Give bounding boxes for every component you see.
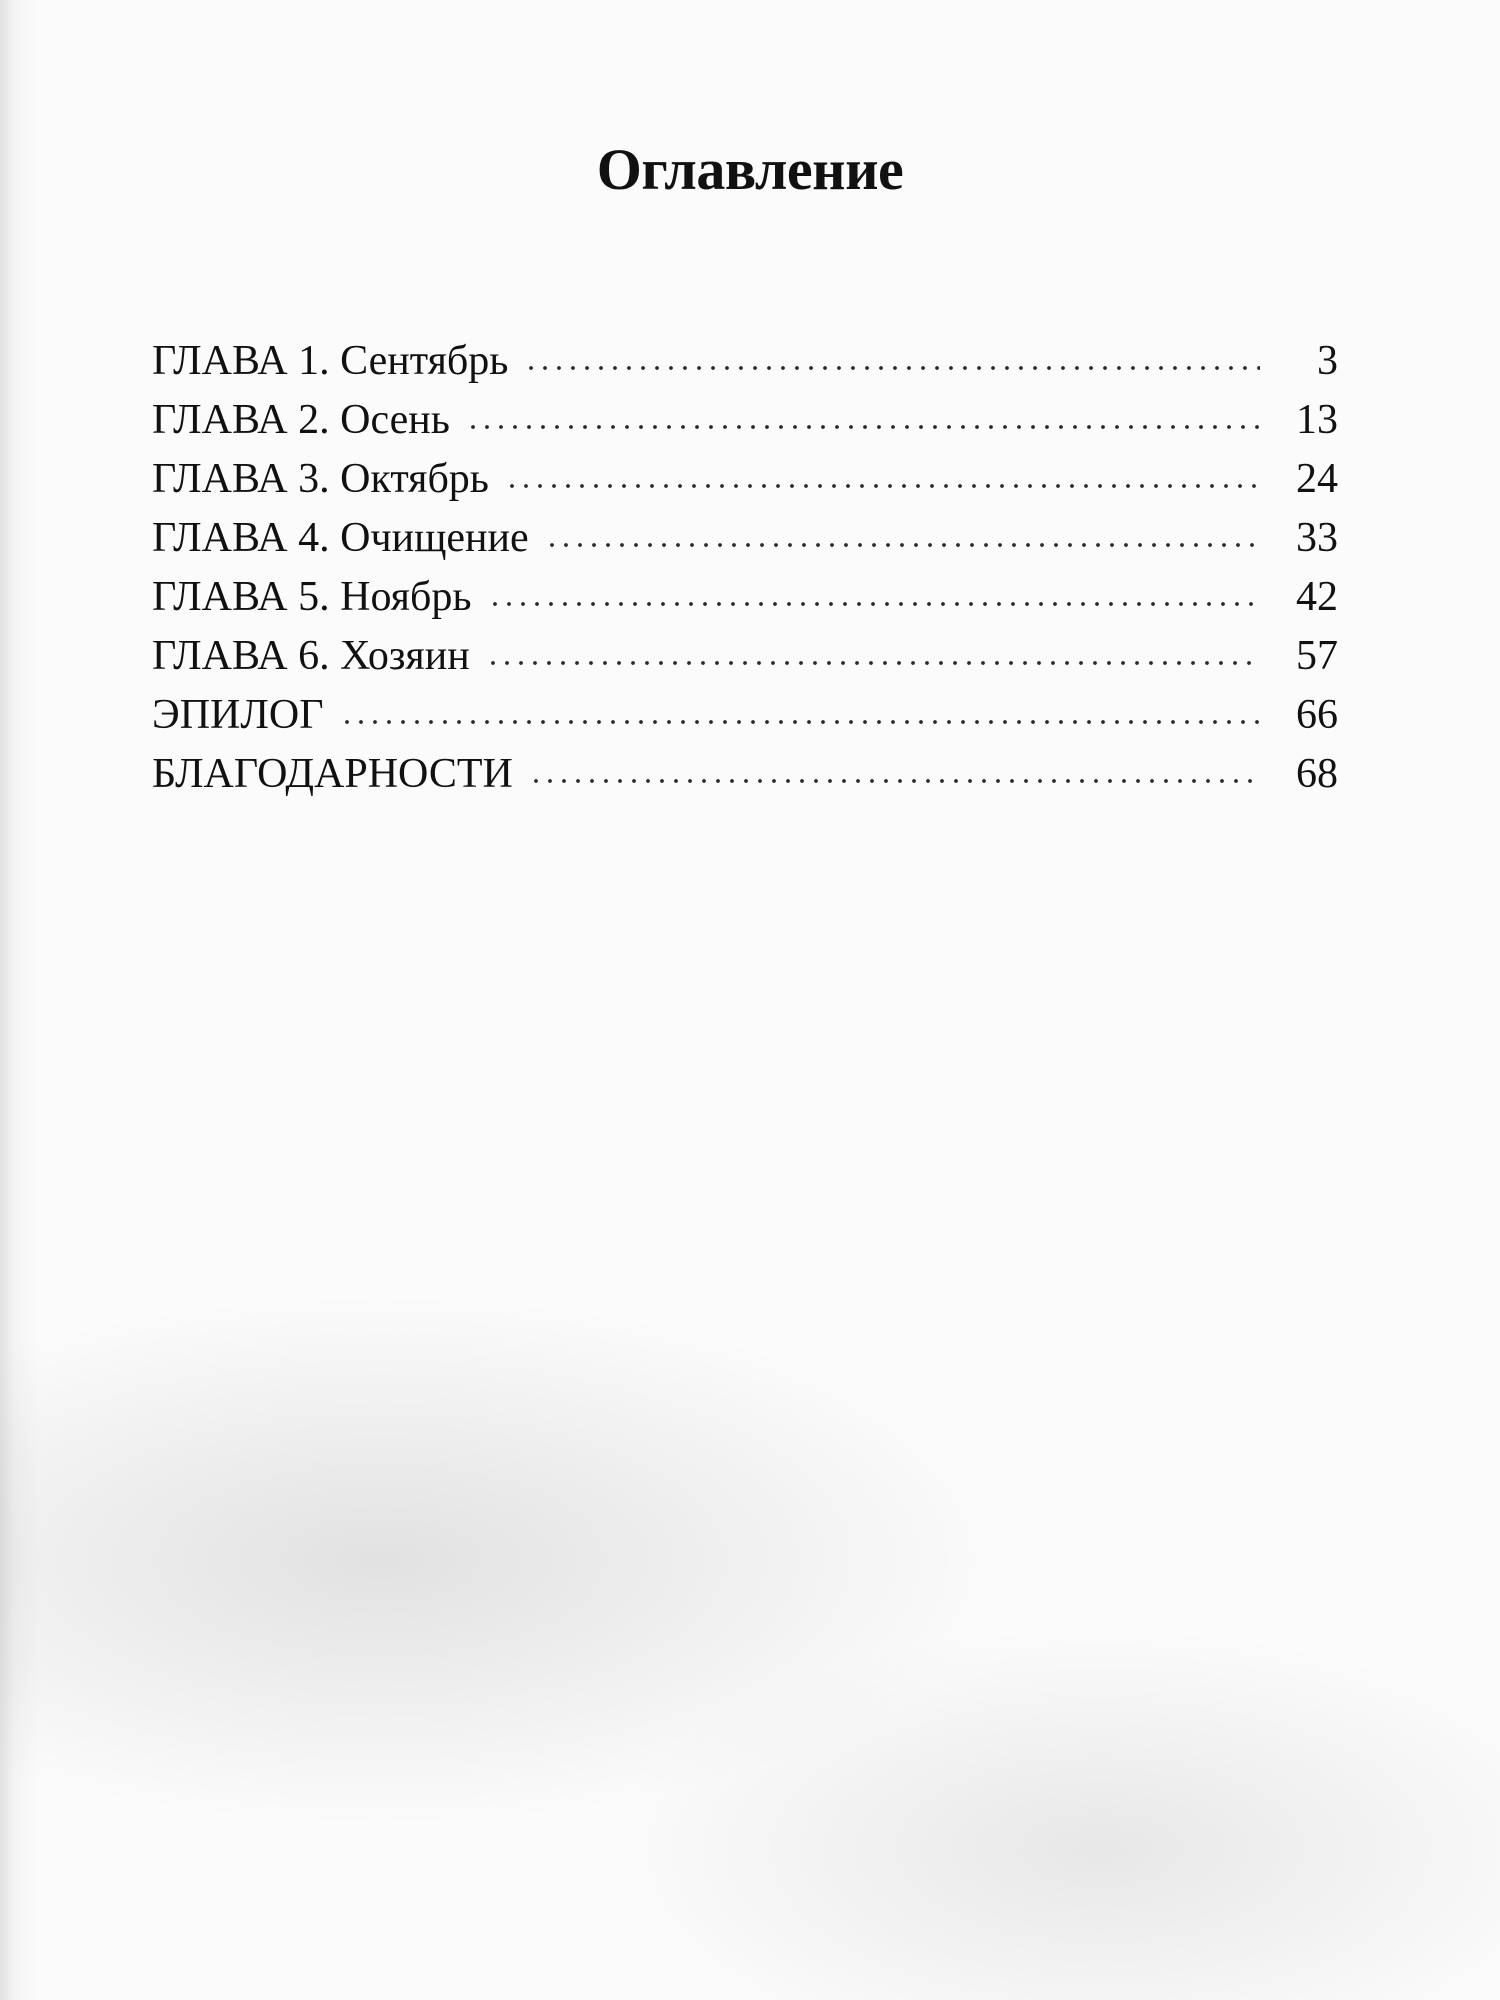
toc-entry-label: ГЛАВА 2. Осень: [152, 397, 450, 443]
toc-entry-page: 24: [1296, 456, 1338, 502]
toc-entry-page: 33: [1296, 515, 1338, 561]
toc-entry: [152, 568, 1338, 627]
toc-entry-label: ГЛАВА 4. Очищение: [152, 515, 529, 561]
toc-entry-page: 66: [1296, 692, 1338, 738]
toc-entry-label: ГЛАВА 5. Ноябрь: [152, 574, 472, 620]
toc-entry: [152, 509, 1338, 568]
toc-entry-page: 3: [1317, 338, 1338, 384]
dot-leader: [466, 423, 1260, 431]
dot-leader: [505, 482, 1260, 490]
dot-leader: [545, 541, 1260, 549]
toc-entry-page: 68: [1296, 751, 1338, 797]
dot-leader: [488, 600, 1260, 608]
dot-leader: [524, 364, 1260, 372]
toc-entry-page: 42: [1296, 574, 1338, 620]
page-title: Оглавление: [596, 137, 904, 202]
toc-entry-label: ГЛАВА 6. Хозяин: [152, 633, 470, 679]
toc-entry-page: 57: [1296, 633, 1338, 679]
dot-leader: [486, 659, 1260, 667]
toc-entry: [152, 391, 1338, 450]
toc-entry: [152, 627, 1338, 686]
toc-entry-page: 13: [1296, 397, 1338, 443]
toc-entry: [152, 745, 1338, 804]
toc-entry: [152, 686, 1338, 745]
toc-entry: [152, 332, 1338, 391]
toc-entry: [152, 450, 1338, 509]
toc-entry-label: ГЛАВА 1. Сентябрь: [152, 338, 509, 384]
dot-leader: [340, 718, 1261, 726]
table-of-contents: [152, 332, 1338, 804]
toc-entry-label: ЭПИЛОГ: [152, 692, 324, 738]
toc-entry-label: ГЛАВА 3. Октябрь: [152, 456, 489, 502]
toc-entry-label: БЛАГОДАРНОСТИ: [152, 751, 513, 797]
dot-leader: [529, 777, 1260, 785]
